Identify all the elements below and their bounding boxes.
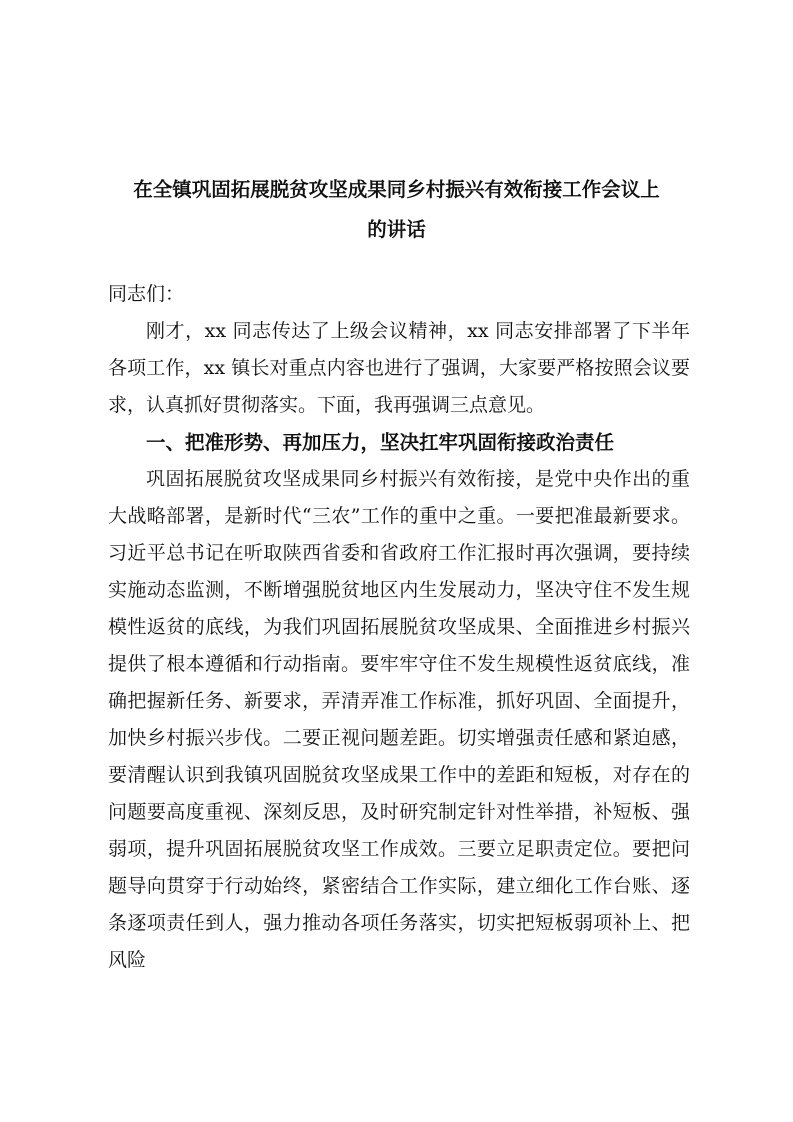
salutation: 同志们： xyxy=(108,283,185,305)
document-title-line2: 的讲话 xyxy=(367,218,426,241)
section-heading-1: 一、把准形势、再加压力，坚决扛牢巩固衔接政治责任 xyxy=(146,431,615,454)
document-title-line1: 在全镇巩固拓展脱贫攻坚成果同乡村振兴有效衔接工作会议上 xyxy=(133,178,660,201)
paragraph-intro: 刚才，xx 同志传达了上级会议精神，xx 同志安排部署了下半年各项工作，xx 镇长对重点内容也进行了强调，大家要严格按照会议要求，认真抓好贯彻落实。下面，我再强调三点意见。 xyxy=(108,320,690,416)
paragraph-section-1: 巩固拓展脱贫攻坚成果同乡村振兴有效衔接，是党中央作出的重大战略部署，是新时代“三农”工作的重中之重。一要把准最新要求。习近平总书记在听取陕西省委和省政府工作汇报时再次强调，要持续实施动态监测，不断增强脱贫地区内生发展动力，坚决守住不发生规模性返贫的底线，为我们巩固拓展脱贫攻坚成果、全面推进乡村振兴提供了根本遵循和行动指南。要牢牢守住不发生规模性返贫底线，准确把握新任务、新要求，弄清弄准工作标准，抓好巩固、全面提升，加快乡村振兴步伐。二要正视问题差距。切实增强责任感和紧迫感，要清醒认识到我镇巩固脱贫攻坚成果工作中的差距和短板，对存在的问题要高度重视、深刻反思，及时研究制定针对性举措，补短板、强弱项，提升巩固拓展脱贫攻坚工作成效。三要立足职责定位。要把问题导向贯穿于行动始终，紧密结合工作实际，建立细化工作台账、逐条逐项责任到人，强力推动各项任务落实，切实把短板弱项补上、把风险 xyxy=(108,468,690,971)
